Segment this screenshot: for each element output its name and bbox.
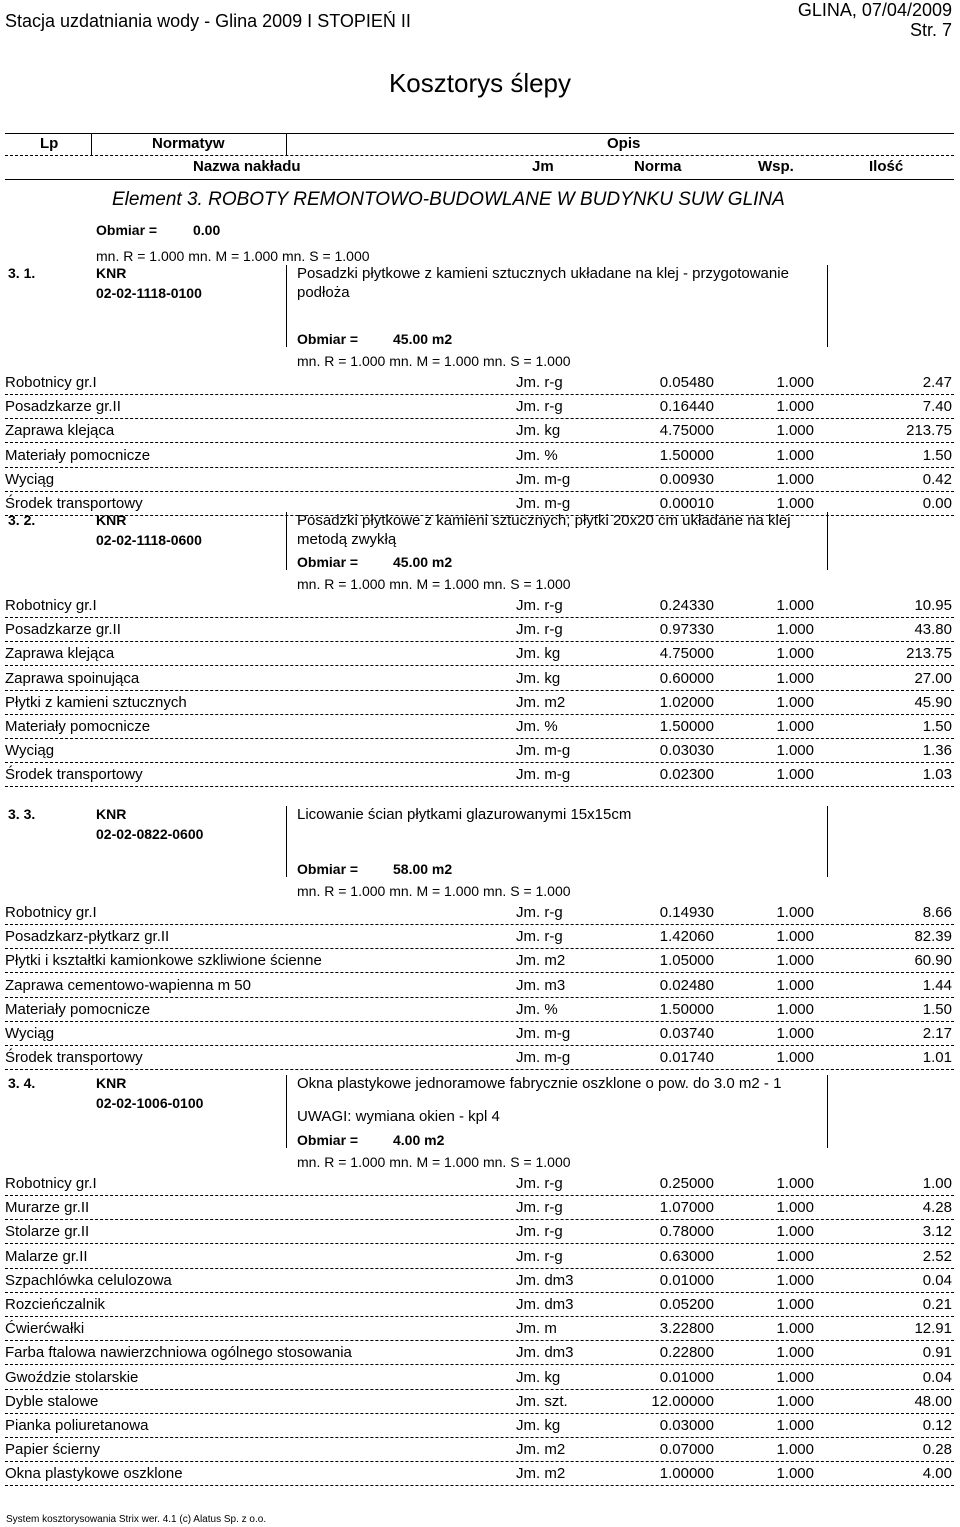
- resource-name: Szpachlówka celulozowa: [5, 1271, 172, 1289]
- item-obmiar-value: 58.00 m2: [393, 861, 453, 877]
- item-obmiar-value: 4.00 m2: [393, 1132, 445, 1148]
- resource-ilosc: 4.28: [922, 1199, 952, 1217]
- col-jm: Jm: [532, 158, 554, 175]
- resource-name: Płytki i kształtki kamionkowe szkliwione ścienne: [5, 952, 322, 970]
- resource-wsp: 1.000: [776, 398, 814, 416]
- resource-wsp: 1.000: [776, 1441, 814, 1459]
- resource-ilosc: 45.90: [914, 693, 952, 711]
- item-multipliers: mn. R = 1.000 mn. M = 1.000 mn. S = 1.000: [297, 883, 571, 899]
- resource-row: [0, 594, 960, 618]
- item-multipliers: mn. R = 1.000 mn. M = 1.000 mn. S = 1.000: [297, 1154, 571, 1170]
- element-multipliers: mn. R = 1.000 mn. M = 1.000 mn. S = 1.000: [96, 248, 370, 264]
- resource-ilosc: 43.80: [914, 621, 952, 639]
- resource-norma: 0.01740: [659, 1049, 714, 1067]
- resource-wsp: 1.000: [776, 669, 814, 687]
- item-description-2: podłoża: [297, 284, 350, 301]
- resource-wsp: 1.000: [776, 1175, 814, 1192]
- resource-row: [0, 691, 960, 715]
- resource-ilosc: 213.75: [906, 422, 952, 440]
- resource-ilosc: 82.39: [914, 928, 952, 946]
- resource-norma: 1.50000: [659, 718, 714, 735]
- resource-name: Zaprawa cementowo-wapienna m 50: [5, 976, 251, 994]
- resource-wsp: 1.000: [776, 693, 814, 711]
- col-ilosc: Ilość: [869, 158, 904, 175]
- resource-row: [0, 763, 960, 787]
- resource-name: Posadzkarz-płytkarz gr.II: [5, 928, 170, 946]
- resource-norma: 1.50000: [659, 446, 714, 464]
- resource-ilosc: 4.00: [922, 1465, 952, 1483]
- resource-row: [0, 1366, 960, 1390]
- item-code: 02-02-1006-0100: [96, 1095, 204, 1111]
- resource-name: Stolarze gr.II: [5, 1223, 90, 1241]
- resource-name: Materiały pomocnicze: [5, 446, 151, 464]
- resource-wsp: 1.000: [776, 1417, 814, 1434]
- resource-wsp: 1.000: [776, 597, 814, 614]
- resource-norma: 0.60000: [659, 669, 714, 687]
- resource-name: Wyciąg: [5, 1025, 55, 1042]
- resource-unit: Jm. kg: [516, 1368, 561, 1386]
- item-lp: 3. 4.: [8, 1075, 36, 1091]
- resource-norma: 0.02300: [659, 766, 714, 784]
- resource-ilosc: 12.91: [914, 1320, 952, 1338]
- resource-wsp: 1.000: [776, 1223, 814, 1241]
- resource-wsp: 1.000: [776, 495, 814, 512]
- resource-norma: 0.03740: [659, 1025, 714, 1042]
- resource-wsp: 1.000: [776, 742, 814, 760]
- resource-norma: 1.00000: [659, 1465, 714, 1483]
- resource-wsp: 1.000: [776, 766, 814, 784]
- resource-name: Materiały pomocnicze: [5, 718, 151, 735]
- resource-norma: 0.01000: [659, 1368, 714, 1386]
- resource-wsp: 1.000: [776, 1025, 814, 1042]
- resource-name: Robotnicy gr.I: [5, 1175, 97, 1192]
- col-lp: Lp: [40, 135, 59, 152]
- resource-ilosc: 8.66: [922, 904, 952, 921]
- resource-name: Wyciąg: [5, 470, 55, 488]
- resource-name: Środek transportowy: [5, 1049, 143, 1067]
- resource-ilosc: 27.00: [914, 669, 952, 687]
- resource-wsp: 1.000: [776, 952, 814, 970]
- resource-wsp: 1.000: [776, 1344, 814, 1362]
- resource-wsp: 1.000: [776, 1049, 814, 1067]
- resource-name: Rozcieńczalnik: [5, 1296, 106, 1313]
- resource-row: [0, 1269, 960, 1293]
- resource-wsp: 1.000: [776, 1320, 814, 1338]
- resource-row: [0, 1414, 960, 1438]
- resource-unit: Jm. szt.: [516, 1392, 568, 1410]
- resource-name: Papier ścierny: [5, 1441, 101, 1459]
- resource-unit: Jm. %: [516, 446, 558, 464]
- resource-name: Wyciąg: [5, 742, 55, 760]
- col-norma: Norma: [634, 158, 682, 175]
- resource-row: [0, 998, 960, 1022]
- resource-name: Posadzkarze gr.II: [5, 398, 121, 416]
- resource-wsp: 1.000: [776, 422, 814, 440]
- resource-wsp: 1.000: [776, 1368, 814, 1386]
- resource-norma: 0.14930: [659, 904, 714, 921]
- item-knr: KNR: [96, 806, 127, 822]
- resource-unit: Jm. kg: [516, 422, 561, 440]
- resource-norma: 0.02480: [659, 976, 714, 994]
- item-obmiar-value: 45.00 m2: [393, 554, 453, 570]
- resource-ilosc: 60.90: [914, 952, 952, 970]
- resource-row: [0, 371, 960, 395]
- resource-name: Ćwierćwałki: [5, 1320, 85, 1338]
- item-multipliers: mn. R = 1.000 mn. M = 1.000 mn. S = 1.000: [297, 576, 571, 592]
- resource-wsp: 1.000: [776, 718, 814, 735]
- resource-ilosc: 1.50: [922, 446, 952, 464]
- resource-wsp: 1.000: [776, 645, 814, 663]
- resource-norma: 0.05200: [659, 1296, 714, 1313]
- resource-name: Malarze gr.II: [5, 1247, 88, 1265]
- resource-row: [0, 618, 960, 642]
- resource-name: Gwoździe stolarskie: [5, 1368, 139, 1386]
- item-lp: 3. 3.: [8, 806, 36, 822]
- resource-row: [0, 974, 960, 998]
- resource-row: [0, 715, 960, 739]
- item-obmiar-label: Obmiar =: [297, 331, 359, 347]
- resource-norma: 1.02000: [659, 693, 714, 711]
- resource-ilosc: 7.40: [922, 398, 952, 416]
- resource-unit: Jm. m2: [516, 693, 566, 711]
- resource-name: Pianka poliuretanowa: [5, 1417, 149, 1434]
- resource-norma: 0.05480: [659, 374, 714, 391]
- item-description-2: UWAGI: wymiana okien - kpl 4: [297, 1108, 500, 1125]
- resource-norma: 0.07000: [659, 1441, 714, 1459]
- resource-row: [0, 739, 960, 763]
- resource-wsp: 1.000: [776, 1465, 814, 1483]
- resource-ilosc: 2.52: [922, 1247, 952, 1265]
- resource-row: [0, 925, 960, 949]
- resource-wsp: 1.000: [776, 446, 814, 464]
- resource-row: [0, 1022, 960, 1046]
- resource-row: [0, 1438, 960, 1462]
- resource-norma: 1.42060: [659, 928, 714, 946]
- resource-unit: Jm. r-g: [516, 398, 563, 416]
- resource-wsp: 1.000: [776, 976, 814, 994]
- item-description-2: metodą zwykłą: [297, 531, 397, 548]
- resource-unit: Jm. m2: [516, 1441, 566, 1459]
- item-obmiar-label: Obmiar =: [297, 1132, 359, 1148]
- resource-ilosc: 0.04: [922, 1271, 952, 1289]
- resource-norma: 0.01000: [659, 1271, 714, 1289]
- resource-unit: Jm. kg: [516, 1417, 561, 1434]
- resource-ilosc: 0.04: [922, 1368, 952, 1386]
- col-opis: Opis: [607, 135, 641, 152]
- resource-name: Dyble stalowe: [5, 1392, 99, 1410]
- resource-wsp: 1.000: [776, 470, 814, 488]
- resource-ilosc: 0.28: [922, 1441, 952, 1459]
- resource-unit: Jm. %: [516, 718, 558, 735]
- resource-ilosc: 0.00: [922, 495, 952, 512]
- resource-name: Płytki z kamieni sztucznych: [5, 693, 187, 711]
- resource-ilosc: 213.75: [906, 645, 952, 663]
- page-title: Kosztorys ślepy: [388, 68, 572, 98]
- resource-unit: Jm. r-g: [516, 928, 563, 946]
- resource-ilosc: 1.03: [922, 766, 952, 784]
- resource-wsp: 1.000: [776, 1296, 814, 1313]
- resource-norma: 1.50000: [659, 1000, 714, 1018]
- resource-norma: 0.03030: [659, 742, 714, 760]
- item-code: 02-02-0822-0600: [96, 826, 204, 842]
- resource-ilosc: 2.17: [922, 1025, 952, 1042]
- item-lp: 3. 1.: [8, 265, 36, 281]
- resource-ilosc: 1.36: [922, 742, 952, 760]
- item-obmiar-label: Obmiar =: [297, 861, 359, 877]
- resource-row: [0, 901, 960, 925]
- resource-unit: Jm. r-g: [516, 1199, 563, 1217]
- resource-row: [0, 1196, 960, 1220]
- resource-norma: 0.00930: [659, 470, 714, 488]
- resource-ilosc: 1.50: [922, 1000, 952, 1018]
- resource-row: [0, 444, 960, 468]
- resource-row: [0, 949, 960, 973]
- resource-unit: Jm. m-g: [516, 470, 571, 488]
- item-obmiar-label: Obmiar =: [297, 554, 359, 570]
- resource-unit: Jm. r-g: [516, 904, 563, 921]
- resource-name: Posadzkarze gr.II: [5, 621, 121, 639]
- footer: System kosztorysowania Strix wer. 4.1 (c) Alatus Sp. z o.o.: [6, 1514, 267, 1525]
- resource-ilosc: 0.12: [922, 1417, 952, 1434]
- resource-unit: Jm. r-g: [516, 1247, 563, 1265]
- resource-name: Okna plastykowe oszklone: [5, 1465, 183, 1483]
- resource-ilosc: 2.47: [922, 374, 952, 391]
- resource-wsp: 1.000: [776, 1392, 814, 1410]
- item-description: Posadzki płytkowe z kamieni sztucznych układane na klej - przygotowanie: [297, 265, 789, 282]
- resource-row: [0, 1046, 960, 1070]
- resource-name: Robotnicy gr.I: [5, 597, 97, 614]
- resource-row: [0, 1220, 960, 1244]
- resource-norma: 1.05000: [659, 952, 714, 970]
- resource-norma: 0.22800: [659, 1344, 714, 1362]
- resource-unit: Jm. m: [516, 1320, 557, 1338]
- resource-norma: 0.03000: [659, 1417, 714, 1434]
- resource-unit: Jm. kg: [516, 645, 561, 663]
- item-code: 02-02-1118-0600: [96, 532, 202, 548]
- resource-wsp: 1.000: [776, 1271, 814, 1289]
- resource-row: [0, 1462, 960, 1486]
- resource-unit: Jm. m2: [516, 1465, 566, 1483]
- resource-ilosc: 0.91: [922, 1344, 952, 1362]
- resource-name: Zaprawa klejąca: [5, 422, 115, 440]
- resource-row: [0, 1341, 960, 1365]
- resource-ilosc: 0.42: [922, 470, 952, 488]
- resource-name: Środek transportowy: [5, 766, 143, 784]
- resource-name: Robotnicy gr.I: [5, 374, 97, 391]
- resource-norma: 0.97330: [659, 621, 714, 639]
- element-obmiar-label: Obmiar =: [96, 222, 158, 238]
- resource-unit: Jm. %: [516, 1000, 558, 1018]
- resource-name: Zaprawa klejąca: [5, 645, 115, 663]
- resource-name: Robotnicy gr.I: [5, 904, 97, 921]
- resource-ilosc: 1.44: [922, 976, 952, 994]
- resource-unit: Jm. r-g: [516, 1175, 563, 1192]
- item-knr: KNR: [96, 265, 127, 281]
- resource-wsp: 1.000: [776, 1000, 814, 1018]
- resource-row: [0, 1390, 960, 1414]
- resource-ilosc: 3.12: [922, 1223, 952, 1241]
- resource-row: [0, 1293, 960, 1317]
- resource-row: [0, 468, 960, 492]
- resource-unit: Jm. m2: [516, 952, 566, 970]
- resource-ilosc: 1.00: [922, 1175, 952, 1192]
- resource-name: Farba ftalowa nawierzchniowa ogólnego stosowania: [5, 1344, 352, 1362]
- resource-unit: Jm. m-g: [516, 495, 571, 512]
- resource-unit: Jm. dm3: [516, 1271, 574, 1289]
- resource-name: Zaprawa spoinująca: [5, 669, 140, 687]
- resource-unit: Jm. kg: [516, 669, 561, 687]
- page-number: Str. 7: [909, 20, 952, 40]
- resource-norma: 0.78000: [659, 1223, 714, 1241]
- resource-ilosc: 10.95: [914, 597, 952, 614]
- item-knr: KNR: [96, 512, 127, 528]
- item-code: 02-02-1118-0100: [96, 285, 202, 301]
- resource-norma: 4.75000: [659, 645, 714, 663]
- resource-row: [0, 419, 960, 443]
- resource-norma: 4.75000: [659, 422, 714, 440]
- resource-unit: Jm. r-g: [516, 597, 563, 614]
- item-obmiar-value: 45.00 m2: [393, 331, 453, 347]
- resource-norma: 0.25000: [659, 1175, 714, 1192]
- document-date: GLINA, 07/04/2009: [797, 0, 952, 20]
- resource-unit: Jm. r-g: [516, 1223, 563, 1241]
- item-knr: KNR: [96, 1075, 127, 1091]
- resource-norma: 12.00000: [651, 1392, 714, 1410]
- resource-wsp: 1.000: [776, 1247, 814, 1265]
- resource-ilosc: 1.50: [922, 718, 952, 735]
- resource-row: [0, 395, 960, 419]
- resource-name: Murarze gr.II: [5, 1199, 90, 1217]
- resource-norma: 0.24330: [659, 597, 714, 614]
- resource-norma: 0.63000: [659, 1247, 714, 1265]
- resource-row: [0, 1172, 960, 1196]
- col-normatyw: Normatyw: [152, 135, 225, 152]
- item-description: Okna plastykowe jednoramowe fabrycznie oszklone o pow. do 3.0 m2 - 1: [297, 1075, 782, 1092]
- item-multipliers: mn. R = 1.000 mn. M = 1.000 mn. S = 1.000: [297, 353, 571, 369]
- resource-norma: 0.00010: [659, 495, 714, 512]
- element-obmiar-value: 0.00: [193, 222, 221, 238]
- resource-wsp: 1.000: [776, 928, 814, 946]
- item-description: Posadzki płytkowe z kamieni sztucznych; płytki 20x20 cm układane na klej: [297, 512, 791, 529]
- resource-unit: Jm. dm3: [516, 1344, 574, 1362]
- resource-norma: 1.07000: [659, 1199, 714, 1217]
- resource-unit: Jm. m-g: [516, 1025, 571, 1042]
- resource-unit: Jm. m-g: [516, 742, 571, 760]
- document-header-left: Stacja uzdatniania wody - Glina 2009 I STOPIEŃ II: [5, 11, 411, 31]
- resource-unit: Jm. dm3: [516, 1296, 574, 1313]
- resource-ilosc: 0.21: [922, 1296, 952, 1313]
- resource-wsp: 1.000: [776, 1199, 814, 1217]
- resource-wsp: 1.000: [776, 374, 814, 391]
- resource-norma: 0.16440: [659, 398, 714, 416]
- resource-row: [0, 667, 960, 691]
- resource-wsp: 1.000: [776, 621, 814, 639]
- resource-unit: Jm. r-g: [516, 374, 563, 391]
- resource-ilosc: 48.00: [914, 1392, 952, 1410]
- resource-wsp: 1.000: [776, 904, 814, 921]
- resource-unit: Jm. r-g: [516, 621, 563, 639]
- resource-unit: Jm. m-g: [516, 766, 571, 784]
- resource-row: [0, 1317, 960, 1341]
- resource-row: [0, 642, 960, 666]
- resource-unit: Jm. m3: [516, 976, 566, 994]
- resource-ilosc: 1.01: [922, 1049, 952, 1067]
- resource-name: Środek transportowy: [5, 495, 143, 512]
- col-nazwa: Nazwa nakładu: [193, 158, 301, 175]
- element-title: Element 3. ROBOTY REMONTOWO-BUDOWLANE W BUDYNKU SUW GLINA: [112, 189, 785, 210]
- resource-norma: 3.22800: [659, 1320, 714, 1338]
- col-wsp: Wsp.: [758, 158, 794, 175]
- item-description: Licowanie ścian płytkami glazurowanymi 15x15cm: [297, 806, 632, 823]
- resource-row: [0, 1245, 960, 1269]
- resource-unit: Jm. m-g: [516, 1049, 571, 1067]
- resource-name: Materiały pomocnicze: [5, 1000, 151, 1018]
- item-lp: 3. 2.: [8, 512, 36, 528]
